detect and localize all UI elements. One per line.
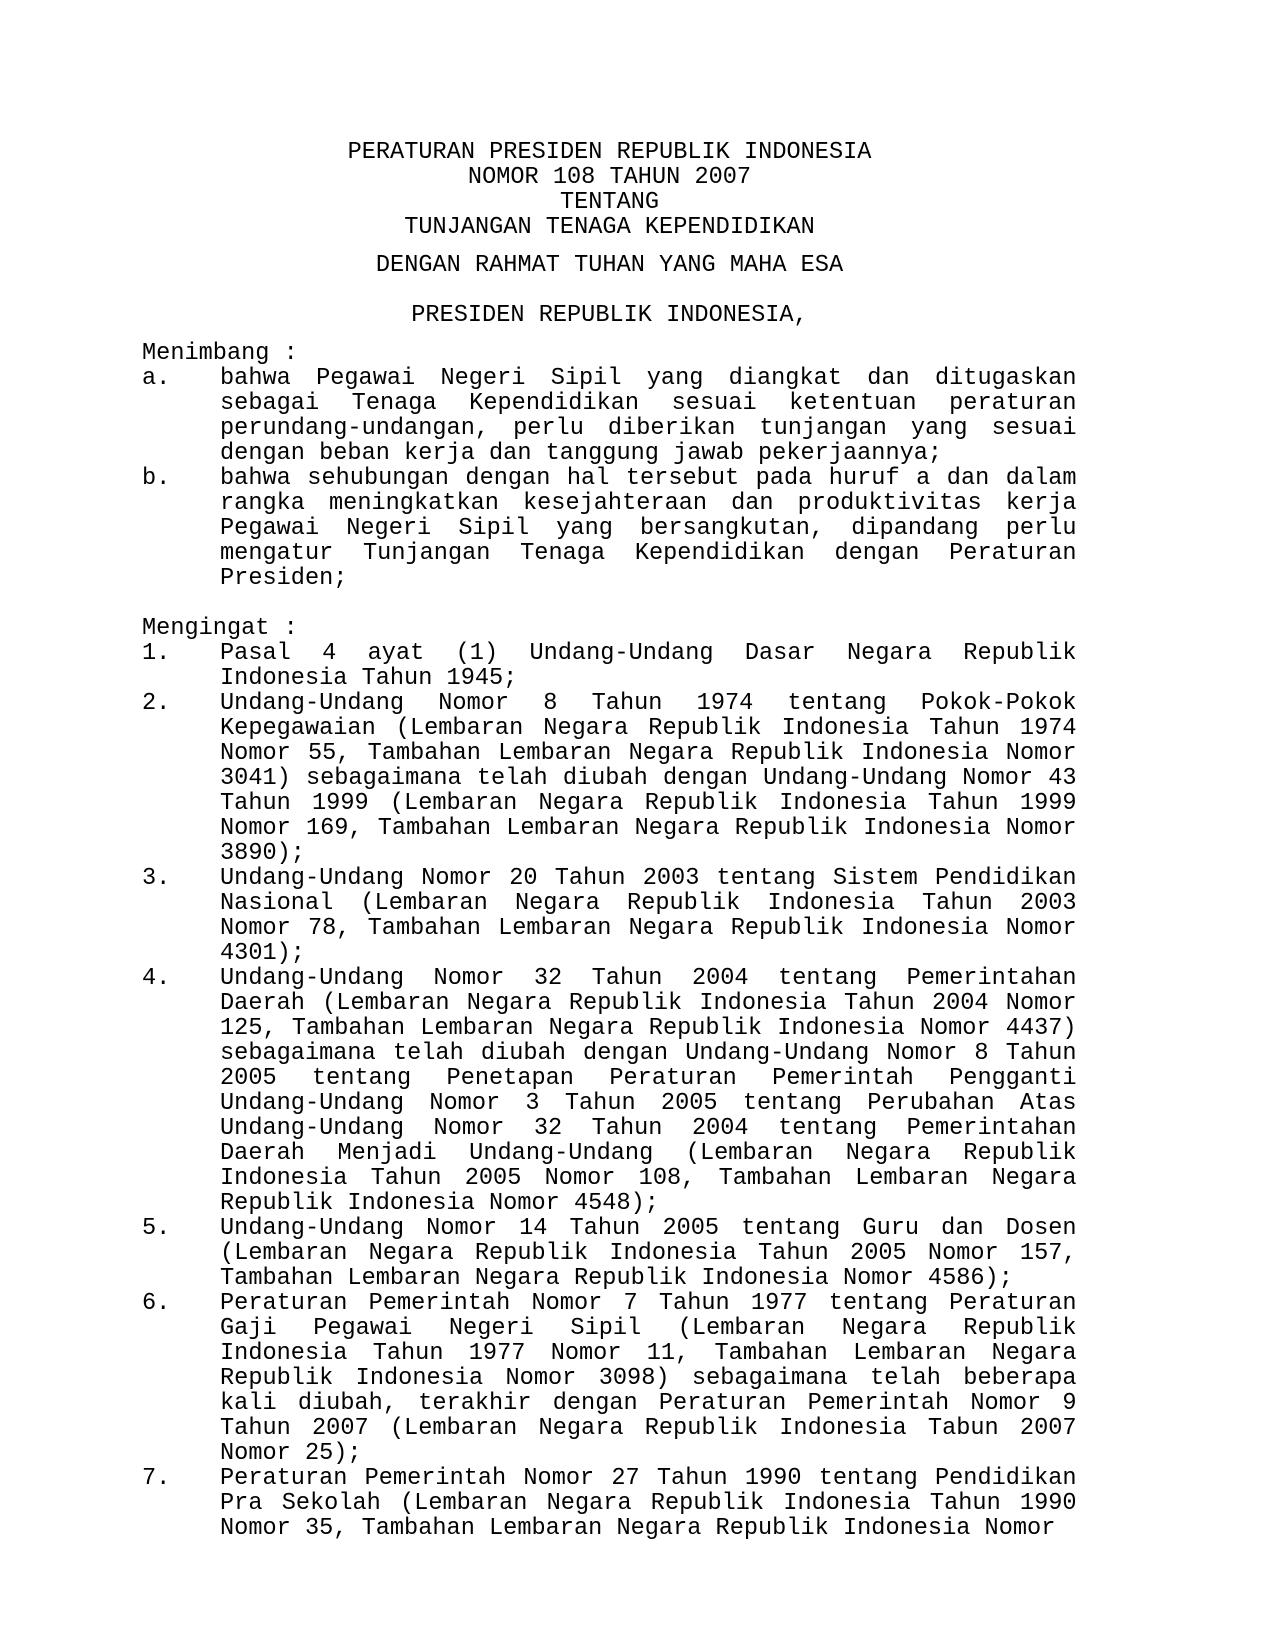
mengingat-item-3 bbox=[142, 866, 1077, 966]
item-marker: 3. bbox=[142, 865, 171, 892]
title-line-1: PERATURAN PRESIDEN REPUBLIK INDONESIA bbox=[347, 139, 872, 166]
document-title-block bbox=[142, 140, 1077, 240]
mengingat-item-6 bbox=[142, 1291, 1077, 1466]
menimbang-label: Menimbang : bbox=[142, 340, 298, 367]
item-marker: 7. bbox=[142, 1465, 171, 1492]
mengingat-item-1 bbox=[142, 641, 1077, 691]
item-marker: 2. bbox=[142, 690, 171, 717]
title-line-3: TENTANG bbox=[559, 189, 660, 216]
item-text: Undang-Undang Nomor 20 Tahun 2003 tentang Sistem Pendidikan Nasional (Lembaran Negara Republik Indonesia Tahun 2003 Nomor 78, Tambahan Lembaran Negara Republik Indonesia Nomor 4301); bbox=[220, 865, 1077, 967]
item-text: bahwa Pegawai Negeri Sipil yang diangkat dan ditugaskan sebagai Tenaga Kependidikan sesuai ketentuan peraturan perundang-undangan, perlu diberikan tunjangan yang sesuai dengan beban kerja dan tanggung jawab pekerjaannya; bbox=[220, 365, 1077, 467]
item-text: bahwa sehubungan dengan hal tersebut pada huruf a dan dalam rangka meningkatkan kesejahteraan dan produktivitas kerja Pegawai Negeri Sipil yang bersangkutan, dipandang perlu mengatur Tunjangan Tenaga Kependidikan dengan Peraturan Presiden; bbox=[220, 465, 1077, 592]
mengingat-item-2 bbox=[142, 691, 1077, 866]
item-text: Undang-Undang Nomor 14 Tahun 2005 tentang Guru dan Dosen (Lembaran Negara Republik Indonesia Tahun 2005 Nomor 157, Tambahan Lembaran Negara Republik Indonesia Nomor 4586); bbox=[220, 1215, 1077, 1292]
mengingat-item-5 bbox=[142, 1216, 1077, 1291]
item-marker: a. bbox=[142, 365, 171, 392]
mengingat-label: Mengingat : bbox=[142, 615, 298, 642]
menimbang-item-a bbox=[142, 366, 1077, 466]
menimbang-item-b bbox=[142, 466, 1077, 591]
item-marker: 1. bbox=[142, 640, 171, 667]
item-text: Pasal 4 ayat (1) Undang-Undang Dasar Negara Republik Indonesia Tahun 1945; bbox=[220, 640, 1077, 692]
item-marker: 4. bbox=[142, 965, 171, 992]
item-text: Undang-Undang Nomor 32 Tahun 2004 tentang Pemerintahan Daerah (Lembaran Negara Republik Indonesia Tahun 2004 Nomor 125, Tambahan Lembaran Negara Republik Indonesia Nomor 4437) sebagaimana telah diubah dengan Undang-Undang Nomor 8 Tahun 2005 tentang Penetapan Peraturan Pemerintah Pengganti Undang-Undang Nomor 3 Tahun 2005 tentang Perubahan Atas Undang-Undang Nomor 32 Tahun 2004 tentang Pemerintahan Daerah Menjadi Undang-Undang (Lembaran Negara Republik Indonesia Tahun 2005 Nomor 108, Tambahan Lembaran Negara Republik Indonesia Nomor 4548); bbox=[220, 965, 1077, 1217]
item-marker: 6. bbox=[142, 1290, 171, 1317]
item-text: Undang-Undang Nomor 8 Tahun 1974 tentang Pokok-Pokok Kepegawaian (Lembaran Negara Republik Indonesia Tahun 1974 Nomor 55, Tambahan Lembaran Negara Republik Indonesia Nomor 3041) sebagaimana telah diubah dengan Undang-Undang Nomor 43 Tahun 1999 (Lembaran Negara Republik Indonesia Tahun 1999 Nomor 169, Tambahan Lembaran Negara Republik Indonesia Nomor 3890); bbox=[220, 690, 1077, 867]
item-text: Peraturan Pemerintah Nomor 27 Tahun 1990 tentang Pendidikan Pra Sekolah (Lembaran Negara Republik Indonesia Tahun 1990 Nomor 35, Tambahan Lembaran Negara Republik Indonesia Nomor bbox=[220, 1465, 1077, 1542]
invocation-line: DENGAN RAHMAT TUHAN YANG MAHA ESA bbox=[375, 252, 844, 279]
document-content bbox=[142, 140, 1077, 1541]
item-marker: b. bbox=[142, 465, 171, 492]
item-marker: 5. bbox=[142, 1215, 171, 1242]
mengingat-item-4 bbox=[142, 966, 1077, 1216]
mengingat-item-7 bbox=[142, 1466, 1077, 1541]
issuer-line: PRESIDEN REPUBLIK INDONESIA, bbox=[411, 302, 808, 329]
item-text: Peraturan Pemerintah Nomor 7 Tahun 1977 tentang Peraturan Gaji Pegawai Negeri Sipil (Lembaran Negara Republik Indonesia Tahun 1977 Nomor 11, Tambahan Lembaran Negara Republik Indonesia Nomor 3098) sebagaimana telah beberapa kali diubah, terakhir dengan Peraturan Pemerintah Nomor 9 Tahun 2007 (Lembaran Negara Republik Indonesia Tabun 2007 Nomor 25); bbox=[220, 1290, 1077, 1467]
title-line-4: TUNJANGAN TENAGA KEPENDIDIKAN bbox=[404, 214, 815, 241]
title-line-2: NOMOR 108 TAHUN 2007 bbox=[467, 164, 752, 191]
